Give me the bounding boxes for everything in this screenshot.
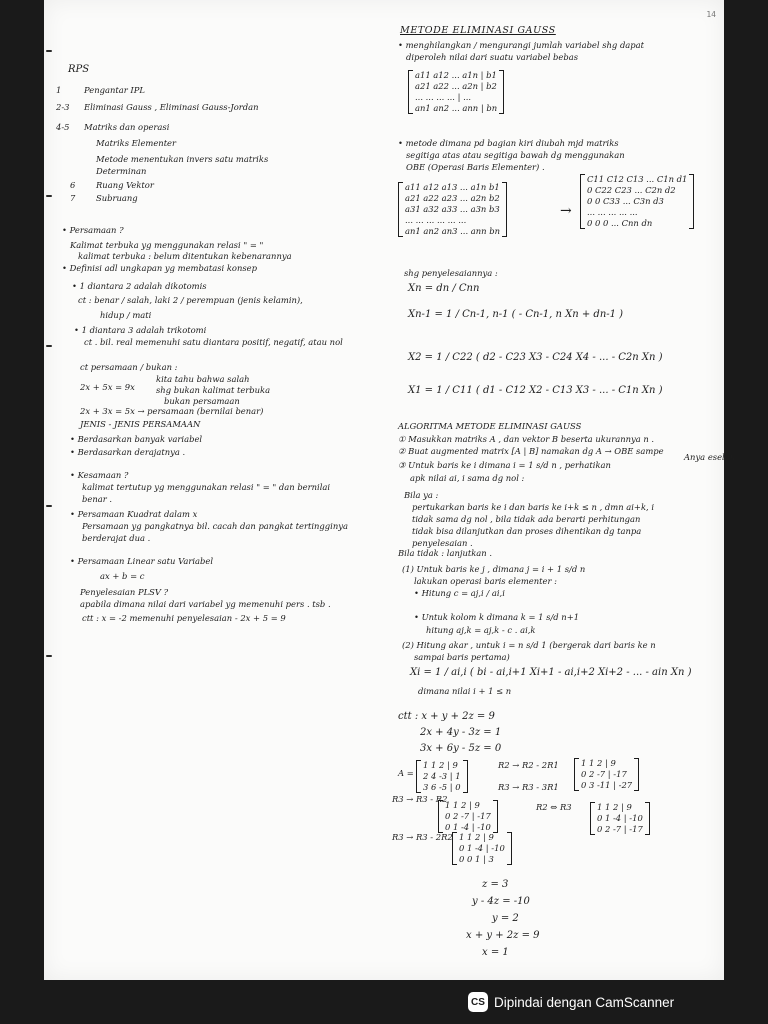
- note-line: ct persamaan / bukan :: [80, 362, 178, 372]
- note-line: • Definisi adl ungkapan yg membatasi konsep: [62, 263, 257, 273]
- note-line: tidak bisa dilanjutkan dan proses dihentikan dg tanpa: [412, 526, 642, 536]
- note-line: ct . bil. real memenuhi satu diantara positif, negatif, atau nol: [84, 337, 343, 347]
- syllabus-item: Matriks Elementer: [96, 138, 177, 148]
- note-line: lakukan operasi baris elementer :: [414, 576, 557, 586]
- note-line: bukan persamaan: [164, 396, 240, 406]
- note-line: segitiga atas atau segitiga bawah dg menggunakan: [406, 150, 625, 160]
- syllabus-number: 2-3: [56, 102, 70, 112]
- solution-line: x + y + 2z = 9: [466, 930, 540, 941]
- matrix-row: 2 4 -3 | 1: [423, 771, 461, 781]
- matrix-step-3: [590, 802, 650, 835]
- matrix-row: a11 a12 a13 ... a1n b1: [405, 182, 500, 192]
- syllabus-item: Matriks dan operasi: [84, 122, 170, 132]
- syllabus-item: Pengantar IPL: [84, 85, 145, 95]
- note-line: OBE (Operasi Baris Elementer) .: [406, 162, 545, 172]
- note-line: sampai baris pertama): [414, 652, 510, 662]
- syllabus-number: 1: [56, 85, 62, 95]
- note-line: (2) Hitung akar , untuk i = n s/d 1 (bergerak dari baris ke n: [402, 640, 656, 650]
- matrix-row: 0 1 -4 | -10: [597, 813, 643, 823]
- syllabus-item: Determinan: [96, 166, 147, 176]
- note-line: ① Masukkan matriks A , dan vektor B beserta ukurannya n .: [398, 434, 655, 444]
- note-line: 2x + 3x = 5x → persamaan (bernilai benar): [80, 406, 264, 416]
- note-line: kalimat terbuka : belum ditentukan kebenarannya: [78, 251, 292, 261]
- note-line: shg bukan kalimat terbuka: [156, 385, 271, 395]
- note-line: Persamaan yg pangkatnya bil. cacah dan pangkat tertingginya: [82, 521, 348, 531]
- note-line: shg penyelesaiannya :: [404, 268, 498, 278]
- syllabus-number: 7: [70, 193, 76, 203]
- syllabus-number: 6: [70, 180, 76, 190]
- side-note: Anya eselon: [684, 452, 736, 462]
- matrix-row: an1 an2 an3 ... ann bn: [405, 226, 500, 236]
- example-equation: ctt : x + y + 2z = 9: [398, 711, 495, 722]
- row-operation: R3 → R3 - 2R2: [392, 832, 453, 842]
- formula-line: X2 = 1 / C22 ( d2 - C23 X3 - C24 X4 - ... - C2n Xn ): [408, 352, 663, 363]
- matrix-row: 1 1 2 | 9: [423, 760, 458, 770]
- note-line: ct : benar / salah, laki 2 / perempuan (jenis kelamin),: [78, 295, 303, 305]
- matrix-row: 1 1 2 | 9: [445, 800, 480, 810]
- note-line: tidak sama dg nol , bila tidak ada berarti perhitungan: [412, 514, 641, 524]
- binding-mark: [46, 195, 52, 197]
- matrix-row: ... ... ... ... | ...: [415, 92, 472, 102]
- matrix-row: 0 2 -7 | -17: [597, 824, 643, 834]
- matrix-row: ... ... ... ... ... ...: [405, 215, 467, 225]
- note-line: • Untuk kolom k dimana k = 1 s/d n+1: [414, 612, 579, 622]
- transform-arrow: →: [560, 203, 572, 219]
- matrix-row: ... ... ... ... ...: [587, 207, 638, 217]
- binding-mark: [46, 345, 52, 347]
- matrix-row: 0 3 -11 | -27: [581, 780, 633, 790]
- note-line: apabila dimana nilai dari variabel yg memenuhi pers . tsb .: [80, 599, 331, 609]
- camscanner-watermark: [468, 990, 674, 1014]
- note-line: • Berdasarkan derajatnya .: [70, 447, 185, 457]
- note-line: • Berdasarkan banyak variabel: [70, 434, 202, 444]
- syllabus-item: Ruang Vektor: [96, 180, 154, 190]
- note-line: ③ Untuk baris ke i dimana i = 1 s/d n , perhatikan: [398, 460, 611, 470]
- syllabus-item: Eliminasi Gauss , Eliminasi Gauss-Jordan: [84, 102, 259, 112]
- matrix-row: 0 C22 C23 ... C2n d2: [587, 185, 676, 195]
- note-line: hidup / mati: [100, 310, 152, 320]
- note-line: • 1 diantara 3 adalah trikotomi: [74, 325, 206, 335]
- note-line: • menghilangkan / mengurangi jumlah variabel shg dapat: [398, 40, 644, 50]
- formula-line: Xi = 1 / ai,i ( bi - ai,i+1 Xi+1 - ai,i+2 Xi+2 - ... - ain Xn ): [410, 667, 692, 678]
- note-line: kita tahu bahwa salah: [156, 374, 250, 384]
- note-line: 2x + 5x = 9x: [80, 382, 135, 392]
- matrix-upper-triangular: [580, 174, 694, 229]
- note-line: ctt : x = -2 memenuhi penyelesaian - 2x + 5 = 9: [82, 613, 286, 623]
- note-line: Bila ya :: [404, 490, 439, 500]
- binding-mark: [46, 50, 52, 52]
- note-line: hitung aj,k = aj,k - c . ai,k: [426, 625, 536, 635]
- matrix-row: 3 6 -5 | 0: [423, 782, 461, 792]
- note-line: JENIS - JENIS PERSAMAAN: [80, 419, 201, 429]
- page-corner-note: 14: [706, 10, 716, 19]
- matrix-row: a31 a32 a33 ... a3n b3: [405, 204, 500, 214]
- section-title: METODE ELIMINASI GAUSS: [400, 25, 556, 36]
- binding-mark: [46, 655, 52, 657]
- matrix-general: [408, 70, 504, 114]
- note-line: • Persamaan Linear satu Variabel: [70, 556, 213, 566]
- note-line: pertukarkan baris ke i dan baris ke i+k ≤ n , dmn ai+k, i: [412, 502, 655, 512]
- matrix-row: 1 1 2 | 9: [459, 832, 494, 842]
- note-line: diperoleh nilai dari suatu variabel bebas: [406, 52, 579, 62]
- matrix-row: 0 0 C33 ... C3n d3: [587, 196, 664, 206]
- note-line: ② Buat augmented matrix [A | B] namakan dg A → OBE sampe: [398, 446, 664, 456]
- matrix-row: C11 C12 C13 ... C1n d1: [587, 174, 688, 184]
- solution-line: y = 2: [492, 913, 519, 924]
- note-line: (1) Untuk baris ke j , dimana j = i + 1 s/d n: [402, 564, 586, 574]
- note-line: • Kesamaan ?: [70, 470, 128, 480]
- note-line: • 1 diantara 2 adalah dikotomis: [72, 281, 207, 291]
- matrix-row: a21 a22 ... a2n | b2: [415, 81, 497, 91]
- matrix-row: 0 1 -4 | -10: [445, 822, 491, 832]
- binding-mark: [46, 505, 52, 507]
- note-line: ax + b = c: [100, 571, 145, 581]
- matrix-row: 1 1 2 | 9: [581, 758, 616, 768]
- note-line: kalimat tertutup yg menggunakan relasi " = " dan bernilai: [82, 482, 331, 492]
- matrix-row: 1 1 2 | 9: [597, 802, 632, 812]
- scanned-page: [44, 0, 736, 980]
- note-line: penyelesaian .: [412, 538, 473, 548]
- solution-line: x = 1: [482, 947, 509, 958]
- note-line: Kalimat terbuka yg menggunakan relasi " = ": [70, 240, 264, 250]
- camscanner-logo-icon: CS: [468, 992, 488, 1012]
- note-line: apk nilai ai, i sama dg nol :: [410, 473, 525, 483]
- formula-line: Xn = dn / Cnn: [408, 283, 480, 294]
- note-line: • Persamaan Kuadrat dalam x: [70, 509, 197, 519]
- syllabus-item: Subruang: [96, 193, 138, 203]
- matrix-row: 0 0 1 | 3: [459, 854, 494, 864]
- formula-line: Xn-1 = 1 / Cn-1, n-1 ( - Cn-1, n Xn + dn-1 ): [408, 309, 624, 320]
- row-operation: R3 → R3 - 3R1: [498, 782, 559, 792]
- syllabus-number: 4-5: [56, 122, 70, 132]
- rps-heading: RPS: [68, 64, 90, 75]
- example-equation: 3x + 6y - 5z = 0: [420, 743, 502, 754]
- matrix-row: a21 a22 a23 ... a2n b2: [405, 193, 500, 203]
- note-line: dimana nilai i + 1 ≤ n: [418, 686, 512, 696]
- matrix-row: a11 a12 ... a1n | b1: [415, 70, 497, 80]
- matrix-row: 0 1 -4 | -10: [459, 843, 505, 853]
- note-line: • Hitung c = aj,i / ai,i: [414, 588, 505, 598]
- syllabus-item: Metode menentukan invers satu matriks: [96, 154, 269, 164]
- matrix-row: 0 2 -7 | -17: [581, 769, 627, 779]
- matrix-row: 0 2 -7 | -17: [445, 811, 491, 821]
- note-line: Penyelesaian PLSV ?: [80, 587, 169, 597]
- formula-line: X1 = 1 / C11 ( d1 - C12 X2 - C13 X3 - ... - C1n Xn ): [408, 385, 663, 396]
- matrix-row: 0 0 0 ... Cnn dn: [587, 218, 653, 228]
- note-line: benar .: [82, 494, 113, 504]
- example-equation: 2x + 4y - 3z = 1: [420, 727, 502, 738]
- matrix-step-4: [452, 832, 512, 865]
- row-operation: R2 → R2 - 2R1: [498, 760, 559, 770]
- algorithm-title: ALGORITMA METODE ELIMINASI GAUSS: [398, 421, 582, 431]
- watermark-text: Dipindai dengan CamScanner: [494, 994, 675, 1010]
- matrix-step-2: [438, 800, 498, 833]
- note-line: • metode dimana pd bagian kiri diubah mjd matriks: [398, 138, 619, 148]
- row-operation: R2 ⇔ R3: [536, 802, 572, 812]
- row-operation: R3 → R3 - R2: [392, 794, 448, 804]
- matrix-step-1: [574, 758, 639, 791]
- solution-line: z = 3: [482, 879, 509, 890]
- matrix-augmented-general: [398, 182, 507, 237]
- matrix-label: A =: [398, 768, 414, 778]
- solution-line: y - 4z = -10: [472, 896, 530, 907]
- note-line: berderajat dua .: [82, 533, 151, 543]
- note-line: • Persamaan ?: [62, 225, 124, 235]
- matrix-row: an1 an2 ... ann | bn: [415, 103, 498, 113]
- matrix-step-0: [416, 760, 468, 793]
- note-line: Bila tidak : lanjutkan .: [398, 548, 492, 558]
